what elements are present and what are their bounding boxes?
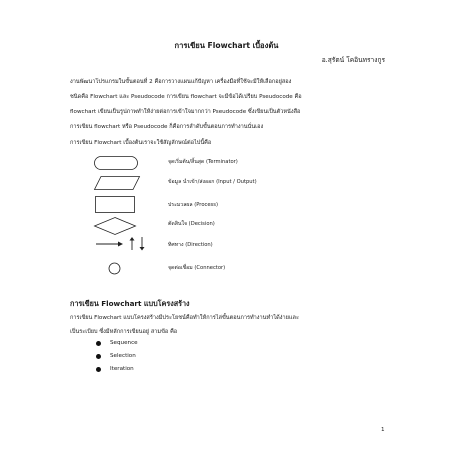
symbols-intro: การเขียน Flowchart เบื้องต้นเราจะใช้สัญลักษณ์ต่อไปนี้คือ: [70, 140, 212, 146]
symbol-label-connector: จุดต่อเชื่อม (Connector): [168, 265, 226, 271]
symbol-label-direction: ทิศทาง (Direction): [168, 242, 213, 248]
section-heading: การเขียน Flowchart แบบโครงสร้าง: [70, 299, 190, 308]
bullet-icon: [96, 354, 101, 359]
section-line-1: การเขียน Flowchart แบบโครงสร้างมีประโยชน์คือทำให้การไล่ขั้นตอนการทำงานทำได้ง่ายและ: [70, 315, 299, 321]
connector-icon: [108, 262, 121, 275]
bullet-icon: [96, 341, 101, 346]
intro-line-4: การเขียน flowchart หรือ Pseudocode ก็คือการลำดับขั้นตอนการทำงานนั่นเอง: [70, 124, 264, 130]
page-number: 1: [381, 427, 385, 433]
section-line-2: เป็นระเบียบ ซึ่งมีหลักการเขียนอยู่ สามข้อ คือ: [70, 329, 178, 335]
process-icon: [95, 196, 135, 213]
input-output-icon: [94, 176, 140, 190]
intro-line-2: ชนิดคือ Flowchart และ Pseudocode การเขียน flowchart จะมีข้อได้เปรียบ Pseudocode คือ: [70, 94, 302, 100]
symbol-label-input-output: ข้อมูล นำเข้า/ส่งออก (Input / Output): [168, 179, 257, 185]
bullet-item-selection: Selection: [110, 353, 136, 359]
terminator-icon: [94, 156, 138, 170]
bullet-item-iteration: Iteration: [110, 366, 134, 372]
symbol-label-decision: ตัดสินใจ (Decision): [168, 221, 215, 227]
symbol-label-process: ประมวลผล (Process): [168, 202, 218, 208]
symbol-label-terminator: จุดเริ่มต้น/สิ้นสุด (Terminator): [168, 159, 238, 165]
bullet-item-sequence: Sequence: [110, 340, 138, 346]
author-name: อ.สุรัตน์ โคอินทรางกูร: [321, 56, 385, 64]
bullet-icon: [96, 367, 101, 372]
decision-icon: [94, 217, 136, 235]
document-title: การเขียน Flowchart เบื้องต้น: [174, 41, 279, 50]
direction-arrows-icon: [96, 237, 150, 251]
intro-line-1: งานพัฒนาโปรแกรมในขั้นตอนที่ 2 คือการวางแผนแก้ปัญหา เครื่องมือที่ใช้จะมีให้เลือกอยู่สอง: [70, 79, 292, 85]
intro-line-3: flowchart เขียนเป็นรูปภาพทำให้ง่ายต่อการเข้าใจมากกว่า Pseudocode ซึ่งเขียนเป็นตัวหนังสือ: [70, 109, 301, 115]
